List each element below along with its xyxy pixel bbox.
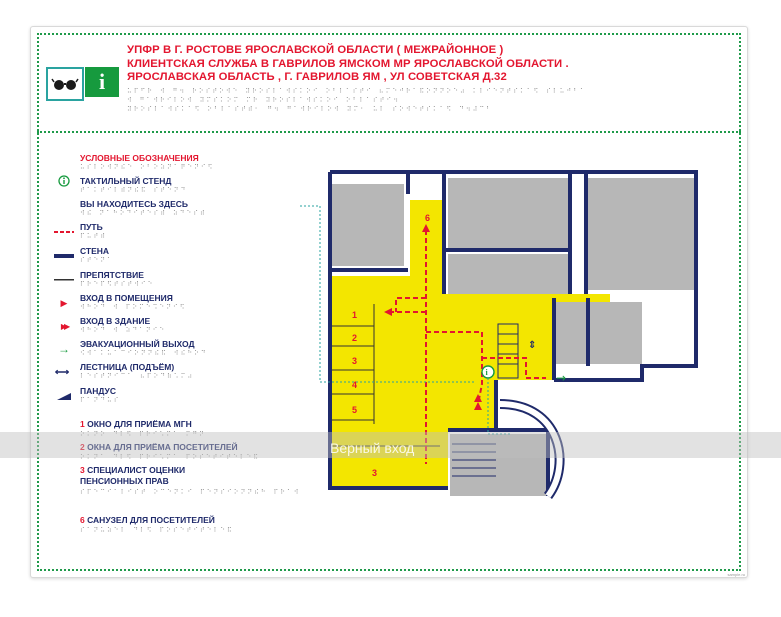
room-legend-3 (80, 465, 185, 475)
legend-item-braille: ⠎⠞⠑⠝⠁ (80, 256, 114, 264)
legend-title-braille: ⠥⠎⠇⠕⠺⠝⠮⠑ ⠕⠃⠕⠵⠝⠁⠟⠑⠝⠊⠫ (80, 163, 215, 171)
room-legend-braille: ⠎⠁⠝⠥⠵⠑⠇ ⠙⠇⠫ ⠏⠕⠎⠑⠞⠊⠞⠑⠇⠑⠯ (80, 526, 234, 534)
stairs-icon: ⟷ (54, 366, 70, 378)
legend-item-evacuation-exit: ЭВАКУАЦИОННЫЙ ВЫХОД (80, 339, 195, 349)
legend-item-braille: ⠺⠓⠕⠙ ⠺ ⠵⠙⠁⠝⠊⠑ (80, 326, 167, 334)
room-label: ОКНО ДЛЯ ПРИЁМА МГН (87, 419, 192, 429)
room-label: СПЕЦИАЛИСТ ОЦЕНКИ (87, 465, 186, 475)
wall-line-icon (54, 251, 74, 261)
header-divider (37, 131, 741, 133)
plan-room-gray (588, 178, 694, 290)
room-legend-6 (80, 515, 215, 525)
plan-room-number: 4 (352, 380, 358, 390)
legend-item-you-are-here: ВЫ НАХОДИТЕСЬ ЗДЕСЬ (80, 199, 188, 209)
room-label: ОКНА ДЛЯ ПРИЁМА ПОСЕТИТЕЛЕЙ (87, 442, 238, 452)
legend-item-braille: ⠏⠥⠞⠾ (80, 232, 108, 240)
ramp-icon (54, 391, 74, 401)
plan-room-number: 2 (352, 333, 358, 343)
information-icon (85, 67, 119, 97)
legend-title: УСЛОВНЫЕ ОБОЗНАЧЕНИЯ (80, 153, 199, 163)
plan-room-gray (590, 302, 642, 364)
watermark-text: Верный вход (330, 440, 415, 456)
legend-item-braille: ⠪⠺⠁⠅⠥⠁⠉⠊⠕⠝⠝⠮⠯ ⠺⠮⠓⠕⠙ (80, 349, 208, 357)
legend-item-tactile-stand: ТАКТИЛЬНЫЙ СТЕНД (80, 176, 172, 186)
plan-room-gray (448, 254, 568, 294)
room-number: 2 (80, 442, 85, 452)
room-number: 3 (80, 465, 85, 475)
plan-room-gray (332, 184, 404, 266)
legend-item-building-entrance: ВХОД В ЗДАНИЕ (80, 316, 151, 326)
plan-stairs-symbol: ⇕ (528, 340, 537, 351)
plan-room-number: 6 (425, 213, 431, 223)
legend-item-braille: ⠺⠮ ⠝⠁⠓⠕⠙⠊⠞⠑⠎⠾ ⠵⠙⠑⠎⠾ (80, 209, 207, 217)
legend-item-stairs: ЛЕСТНИЦА (ПОДЪЁМ) (80, 362, 175, 372)
title-line-3: ЯРОСЛАВСКАЯ ОБЛАСТЬ , Г. ГАВРИЛОВ ЯМ , УЛ СОВЕТСКАЯ Д.32 (127, 71, 507, 83)
legend-item-ramp: ПАНДУС (80, 386, 116, 396)
legend-item-braille: ⠺⠓⠕⠙ ⠺ ⠏⠕⠍⠑⠩⠑⠝⠊⠫ (80, 303, 187, 311)
evacuation-exit-icon: → (58, 342, 70, 356)
info-letter: i (98, 69, 106, 94)
plan-room-number: 1 (352, 310, 358, 320)
plan-tactile-stand (482, 366, 494, 378)
room-number: 6 (80, 515, 85, 525)
room-legend-3-line-2: ПЕНСИОННЫХ ПРАВ (80, 476, 169, 486)
plan-room-gray (448, 178, 568, 248)
plan-tactile-stand-letter: i (485, 368, 488, 377)
title-braille-line-1: ⠥⠏⠋⠗ ⠺ ⠛⠲ ⠗⠕⠎⠞⠕⠺⠑ ⠽⠗⠕⠎⠇⠁⠺⠎⠅⠕⠊ ⠕⠃⠇⠁⠎⠞⠊ ⠦⠍⠑⠚⠗⠁⠯⠕⠝⠝⠕⠑⠴ ⠅⠇⠊⠑⠝⠞⠎⠅⠁⠫ ⠎⠇⠥⠚⠃⠁ (127, 87, 587, 95)
title-braille-line-3: ⠽⠗⠕⠎⠇⠁⠺⠎⠅⠁⠫ ⠕⠃⠇⠁⠎⠞⠾⠂ ⠛⠲ ⠛⠁⠺⠗⠊⠇⠕⠺ ⠽⠍⠂ ⠥⠇ ⠎⠕⠺⠑⠞⠎⠅⠁⠫ ⠙⠲⠼⠉⠃ (127, 105, 493, 113)
plan-room-number: 3 (372, 468, 378, 478)
room-number: 1 (80, 419, 85, 429)
room-legend-braille: ⠎⠏⠑⠉⠊⠁⠇⠊⠎⠞ ⠕⠉⠑⠝⠅⠊ ⠏⠑⠝⠎⠊⠕⠝⠝⠮⠓ ⠏⠗⠁⠺ (80, 488, 301, 496)
legend-item-braille: ⠞⠁⠅⠞⠊⠇⠾⠝⠮⠯ ⠎⠞⠑⠝⠙ (80, 186, 188, 194)
path-line-icon (54, 227, 74, 237)
maker-mark: sample.ru (727, 572, 745, 577)
room-entrance-icon: ▶ (60, 297, 68, 308)
title-line-1: УПФР В Г. РОСТОВЕ ЯРОСЛАВСКОЙ ОБЛАСТИ ( МЕЖРАЙОННОЕ ) (127, 44, 504, 56)
plan-evacuation-exit: → (556, 371, 567, 385)
legend-item-braille: ⠏⠗⠑⠏⠫⠞⠎⠞⠺⠊⠑ (80, 280, 155, 288)
plan-room-number: 3 (352, 356, 358, 366)
room-label: САНУЗЕЛ ДЛЯ ПОСЕТИТЕЛЕЙ (87, 515, 215, 525)
title-braille (127, 87, 687, 114)
sign-title (127, 44, 687, 85)
room-legend-braille: ⠕⠅⠝⠕ ⠙⠇⠫ ⠏⠗⠊⠡⠍⠁ ⠍⠛⠝ (80, 430, 206, 438)
legend-item-wall: СТЕНА (80, 246, 110, 256)
room-legend-1 (80, 419, 192, 429)
plan-room-number: 5 (352, 405, 358, 415)
room-legend-braille: ⠕⠅⠝⠁ ⠙⠇⠫ ⠏⠗⠊⠡⠍⠁ ⠏⠕⠎⠑⠞⠊⠞⠑⠇⠑⠯ (80, 453, 260, 461)
legend-item-obstacle: ПРЕПЯТСТВИЕ (80, 270, 144, 280)
plan-room-gray (556, 302, 588, 364)
legend-item-braille: ⠇⠑⠎⠞⠝⠊⠉⠁ ⠦⠏⠕⠙⠷⠡⠍⠴ (80, 372, 195, 380)
building-entrance-icon: ▶▶ (60, 321, 68, 331)
low-vision-glasses-icon (46, 67, 84, 101)
tactile-stand-icon (54, 176, 74, 186)
title-braille-line-2: ⠺ ⠛⠁⠺⠗⠊⠇⠕⠺ ⠽⠍⠎⠅⠕⠍ ⠍⠗ ⠽⠗⠕⠎⠇⠁⠺⠎⠅⠕⠊ ⠕⠃⠇⠁⠎⠞⠊⠲ (127, 96, 400, 104)
legend-item-path: ПУТЬ (80, 222, 103, 232)
legend-item-room-entrance: ВХОД В ПОМЕЩЕНИЯ (80, 293, 173, 303)
legend-item-braille: ⠏⠁⠝⠙⠥⠎ (80, 396, 121, 404)
obstacle-line-icon (54, 275, 74, 285)
title-line-2: КЛИЕНТСКАЯ СЛУЖБА В ГАВРИЛОВ ЯМСКОМ МР ЯРОСЛАВСКОЙ ОБЛАСТИ . (127, 57, 569, 70)
